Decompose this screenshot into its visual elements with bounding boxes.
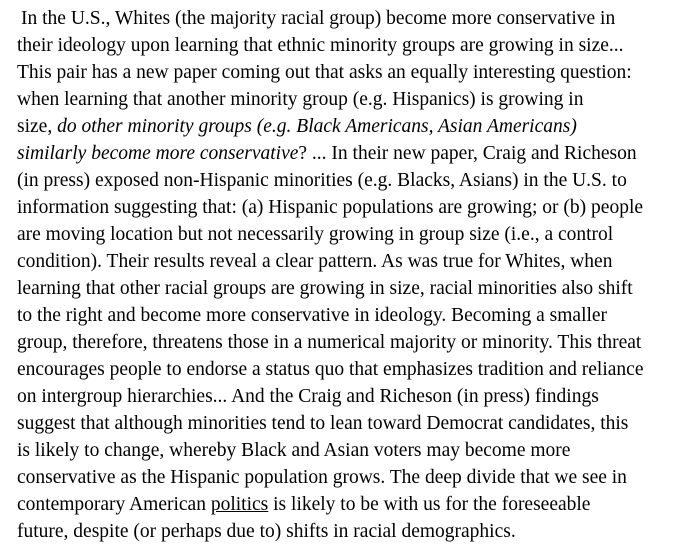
- text-line: [17, 86, 583, 113]
- text-line: [17, 302, 607, 329]
- text-line: [17, 32, 624, 59]
- line-text: information suggesting that: (a) Hispanic populations are growing; or (b) people: [17, 197, 644, 218]
- text-line: [21, 5, 615, 32]
- italic-question: do other minority groups (e.g. Black Americans, Asian Americans): [57, 116, 577, 137]
- text-line: [17, 221, 613, 248]
- italic-question: similarly become more conservative: [17, 143, 299, 164]
- text-line: [17, 356, 644, 383]
- text-line: [17, 464, 627, 491]
- text-line: [17, 248, 612, 275]
- line-text: contemporary American: [17, 494, 211, 515]
- text-line: [17, 410, 628, 437]
- text-line: [17, 113, 577, 140]
- line-text: when learning that another minority group (e.g. Hispanics) is growing in: [17, 89, 584, 110]
- line-text: condition). Their results reveal a clear pattern. As was true for Whites, when: [17, 251, 613, 272]
- line-text: is likely to be with us for the foreseeable: [268, 494, 591, 515]
- text-line: [17, 59, 632, 86]
- line-text: size,: [17, 116, 58, 137]
- line-text: group, therefore, threatens those in a numerical majority or minority. This threat: [17, 332, 642, 353]
- politics-link[interactable]: politics: [210, 494, 269, 515]
- line-text: their ideology upon learning that ethnic minority groups are growing in size...: [17, 35, 624, 56]
- text-line: [17, 437, 570, 464]
- text-line: [17, 140, 637, 167]
- text-line: [17, 383, 599, 410]
- line-text: This pair has a new paper coming out that asks an equally interesting question:: [17, 62, 632, 83]
- line-text: suggest that although minorities tend to lean toward Democrat candidates, this: [17, 413, 629, 434]
- line-text: learning that other racial groups are growing in size, racial minorities also shift: [17, 278, 633, 299]
- text-line: [17, 275, 633, 302]
- text-line: [17, 167, 627, 194]
- line-text: are moving location but not necessarily growing in group size (i.e., a control: [17, 224, 614, 245]
- line-text: In the U.S., Whites (the majority racial group) become more conservative in: [21, 8, 616, 29]
- text-line: [17, 518, 516, 545]
- text-line: [17, 491, 590, 518]
- line-text: ? ... In their new paper, Craig and Richeson: [298, 143, 637, 164]
- text-line: [17, 329, 641, 356]
- line-text: encourages people to endorse a status quo that emphasizes tradition and reliance: [17, 359, 644, 380]
- line-text: conservative as the Hispanic population grows. The deep divide that we see in: [17, 467, 627, 488]
- line-text: on intergroup hierarchies... And the Craig and Richeson (in press) findings: [17, 386, 599, 407]
- line-text: to the right and become more conservative in ideology. Becoming a smaller: [17, 305, 608, 326]
- line-text: future, despite (or perhaps due to) shifts in racial demographics.: [17, 521, 516, 542]
- text-line: [17, 194, 643, 221]
- line-text: is likely to change, whereby Black and Asian voters may become more: [17, 440, 571, 461]
- line-text: (in press) exposed non-Hispanic minorities (e.g. Blacks, Asians) in the U.S. to: [17, 170, 627, 191]
